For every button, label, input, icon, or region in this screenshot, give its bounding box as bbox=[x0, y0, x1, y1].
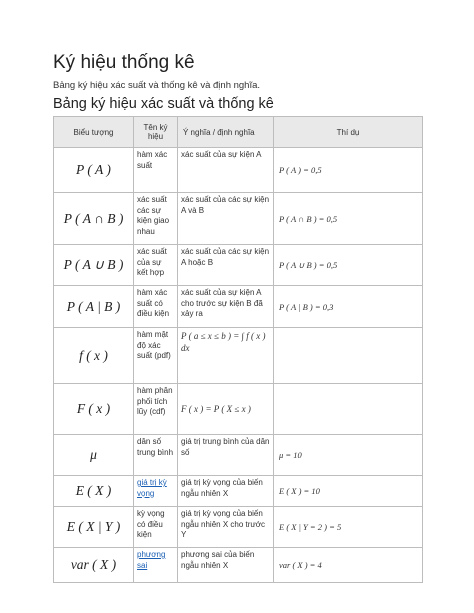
header-example: Thí dụ bbox=[274, 117, 423, 148]
name-cell: hàm xác suất có điều kiện bbox=[134, 286, 178, 328]
table-row bbox=[54, 286, 423, 328]
table-row bbox=[54, 548, 423, 583]
meaning-cell: phương sai của biến ngẫu nhiên X bbox=[178, 548, 274, 583]
symbol-cell: F ( x ) bbox=[54, 384, 134, 435]
name-cell: hàm phân phối tích lũy (cdf) bbox=[134, 384, 178, 435]
header-symbol: Biểu tượng bbox=[54, 117, 134, 148]
meaning-cell: xác suất của sự kiện A bbox=[178, 148, 274, 193]
meaning-cell: xác suất của các sự kiện A và B bbox=[178, 193, 274, 245]
table-row bbox=[54, 148, 423, 193]
expected-value-link[interactable]: giá trị kỳ vọng bbox=[137, 478, 167, 498]
symbol-cell: P ( A ) bbox=[54, 148, 134, 193]
table-row bbox=[54, 476, 423, 507]
symbol-cell: var ( X ) bbox=[54, 548, 134, 583]
example-cell: E ( X ) = 10 bbox=[274, 476, 423, 507]
meaning-cell: giá trị trung bình của dân số bbox=[178, 435, 274, 476]
symbol-cell: P ( A ∩ B ) bbox=[54, 193, 134, 245]
example-cell: E ( X | Y = 2 ) = 5 bbox=[274, 507, 423, 548]
name-cell: dân số trung bình bbox=[134, 435, 178, 476]
page-subtitle: Bảng ký hiệu xác suất và thống kê và định nghĩa. bbox=[53, 80, 261, 91]
symbols-table bbox=[53, 116, 423, 583]
table-row bbox=[54, 384, 423, 435]
symbol-cell: f ( x ) bbox=[54, 328, 134, 384]
name-cell: hàm mật độ xác suất (pdf) bbox=[134, 328, 178, 384]
example-cell: P ( A ) = 0,5 bbox=[274, 148, 423, 193]
table-row bbox=[54, 193, 423, 245]
symbol-cell: E ( X ) bbox=[54, 476, 134, 507]
symbol-cell: P ( A | B ) bbox=[54, 286, 134, 328]
name-cell: xác suất các sự kiện giao nhau bbox=[134, 193, 178, 245]
name-cell bbox=[134, 548, 178, 583]
name-cell: xác suất của sự kết hợp bbox=[134, 245, 178, 286]
table-row bbox=[54, 507, 423, 548]
variance-link[interactable]: phương sai bbox=[137, 550, 166, 570]
example-cell: P ( A ∩ B ) = 0,5 bbox=[274, 193, 423, 245]
header-meaning: Ý nghĩa / định nghĩa bbox=[178, 117, 274, 148]
name-cell bbox=[134, 476, 178, 507]
example-cell: P ( A | B ) = 0,3 bbox=[274, 286, 423, 328]
name-cell: hàm xác suất bbox=[134, 148, 178, 193]
example-cell bbox=[274, 328, 423, 384]
symbol-cell: P ( A ∪ B ) bbox=[54, 245, 134, 286]
meaning-cell: F ( x ) = P ( X ≤ x ) bbox=[178, 384, 274, 435]
example-cell: var ( X ) = 4 bbox=[274, 548, 423, 583]
table-row bbox=[54, 245, 423, 286]
meaning-cell: giá trị kỳ vọng của biến ngẫu nhiên X bbox=[178, 476, 274, 507]
symbol-cell: μ bbox=[54, 435, 134, 476]
page-title: Ký hiệu thống kê bbox=[53, 52, 195, 73]
section-heading: Bảng ký hiệu xác suất và thống kê bbox=[53, 96, 274, 112]
example-cell bbox=[274, 384, 423, 435]
table-row bbox=[54, 435, 423, 476]
example-cell: μ = 10 bbox=[274, 435, 423, 476]
meaning-cell: giá trị kỳ vọng của biến ngẫu nhiên X cho trước Y bbox=[178, 507, 274, 548]
meaning-cell: xác suất của các sự kiện A hoặc B bbox=[178, 245, 274, 286]
example-cell: P ( A ∪ B ) = 0,5 bbox=[274, 245, 423, 286]
symbol-cell: E ( X | Y ) bbox=[54, 507, 134, 548]
meaning-cell: P ( a ≤ x ≤ b ) = ∫ f ( x ) dx bbox=[178, 328, 274, 384]
name-cell: kỳ vọng có điều kiện bbox=[134, 507, 178, 548]
table-header-row bbox=[54, 117, 423, 148]
table-row bbox=[54, 328, 423, 384]
header-name: Tên ký hiệu bbox=[134, 117, 178, 148]
meaning-cell: xác suất của sự kiện A cho trước sự kiện B đã xảy ra bbox=[178, 286, 274, 328]
